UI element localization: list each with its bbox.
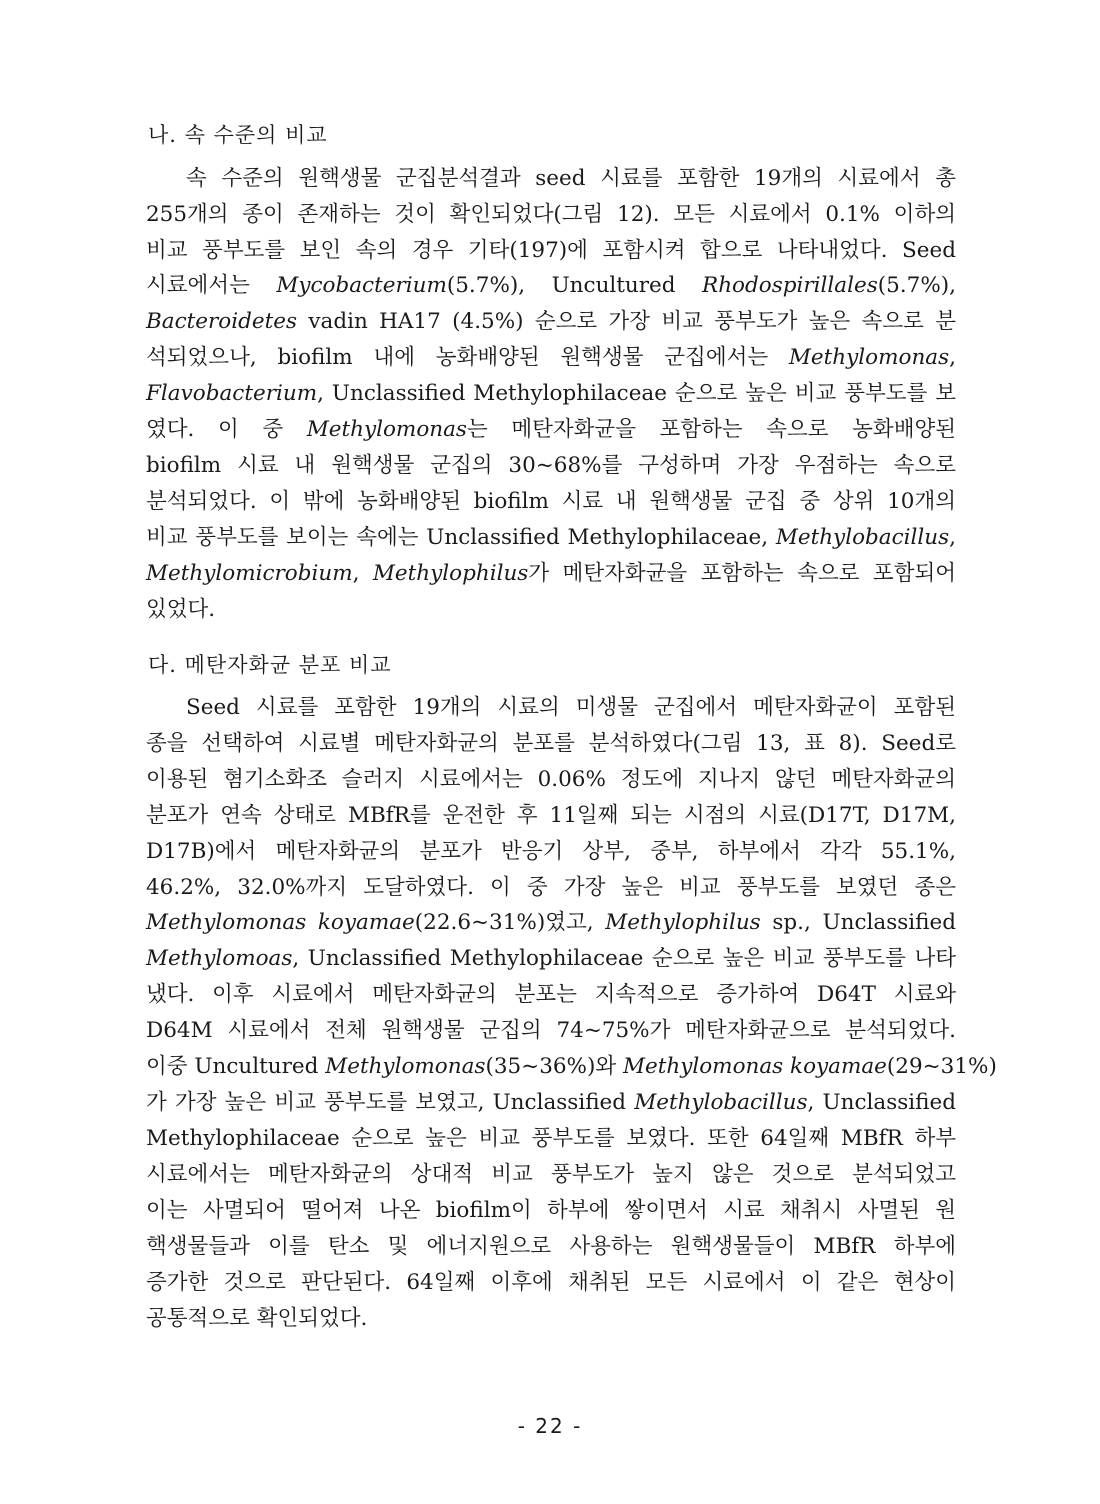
text-run: (5.7%), (446, 273, 526, 298)
paragraph-line: 시료에서는 메탄자화균의 상대적 비교 풍부도가 높지 않은 것으로 분석되었고 (146, 1162, 956, 1187)
paragraph-line: 냈다. 이후 시료에서 메탄자화균의 분포는 지속적으로 증가하여 D64T 시료와 (146, 982, 956, 1007)
paragraph-line: 공통적으로 확인되었다. (146, 1306, 368, 1331)
genus-name: Methylobacillus (634, 1090, 808, 1115)
text-run: 가 메탄자화균을 포함하는 속으로 포함되어 (528, 561, 956, 586)
paragraph-line: 분포가 연속 상태로 MBfR를 운전한 후 11일째 되는 시점의 시료(D17T, D17M, (146, 803, 956, 828)
paragraph-line: Seed 시료를 포함한 19개의 시료의 미생물 군집에서 메탄자화균이 포함된 (186, 695, 956, 720)
text-run: 시료에서는 (146, 273, 250, 298)
paragraph-line: 종을 선택하여 시료별 메탄자화균의 분포를 분석하였다(그림 13, 표 8). Seed로 (146, 731, 956, 756)
section-heading-methanotroph: 다. 메탄자화균 분포 비교 (148, 653, 392, 677)
text-run: , Unclassified (807, 1090, 956, 1115)
paragraph-line (146, 416, 956, 444)
paragraph-line: D64M 시료에서 전체 원핵생물 군집의 74~75%가 메탄자화균으로 분석되었다. (146, 1018, 956, 1043)
paragraph-line: 속 수준의 원핵생물 군집분석결과 seed 시료를 포함한 19개의 시료에서 총 (186, 166, 956, 191)
paragraph-line: 증가한 것으로 판단된다. 64일째 이후에 채취된 모든 시료에서 이 같은 현상이 (146, 1270, 956, 1295)
paragraph-line: 이용된 혐기소화조 슬러지 시료에서는 0.06% 정도에 지나지 않던 메탄자화균의 (146, 767, 956, 792)
paragraph-line (146, 524, 956, 552)
text-run: (29~31%) (886, 1054, 997, 1079)
genus-name: Flavobacterium (146, 381, 318, 406)
genus-name: Methylophilus (372, 561, 529, 586)
paragraph-line: biofilm 시료 내 원핵생물 군집의 30~68%를 구성하며 가장 우점하는 속으로 (146, 453, 956, 478)
text-run: , (949, 345, 956, 370)
paragraph-line (146, 1089, 956, 1117)
species-name: Methylomonas koyamae (622, 1054, 887, 1079)
paragraph-line (146, 380, 956, 408)
text-run: 였다. 이 중 (146, 417, 307, 442)
text-run: sp., Unclassified (760, 910, 956, 935)
paragraph-line: 46.2%, 32.0%까지 도달하였다. 이 중 가장 높은 비교 풍부도를 보였던 종은 (146, 875, 956, 900)
genus-name: Methylophilus (605, 910, 761, 935)
page-number: - 22 - (517, 1414, 583, 1438)
section-heading-genus: 나. 속 수준의 비교 (148, 123, 328, 147)
text-run: 는 메탄자화균을 포함하는 속으로 농화배양된 (466, 417, 956, 442)
genus-name: Methylomonas (306, 417, 467, 442)
paragraph-line (146, 909, 956, 937)
genus-name: Methylobacillus (775, 525, 950, 550)
text-run: (35~36%)와 (485, 1054, 623, 1079)
paragraph-line: Methylophilaceae 순으로 높은 비교 풍부도를 보였다. 또한 64일째 MBfR 하부 (146, 1126, 956, 1151)
paragraph-line: 비교 풍부도를 보인 속의 경우 기타(197)에 포함시켜 합으로 나타내었다. Seed (146, 238, 956, 263)
paragraph-line (146, 344, 956, 372)
genus-name: Rhodospirillales (702, 273, 878, 298)
paragraph-line (146, 1053, 997, 1081)
paragraph-line: 이는 사멸되어 떨어져 나온 biofilm이 하부에 쌓이면서 시료 채취시 사멸된 원 (146, 1198, 956, 1223)
text-run (276, 272, 525, 300)
text-run: 석되었으나, biofilm 내에 농화배양된 원핵생물 군집에서는 (146, 345, 789, 370)
paragraph-line (146, 272, 956, 300)
text-run: vadin HA17 (4.5%) 순으로 가장 비교 풍부도가 높은 속으로 분 (297, 309, 956, 334)
text-run: , (352, 561, 373, 586)
genus-name: Mycobacterium (276, 273, 447, 298)
text-run: 비교 풍부도를 보이는 속에는 Unclassified Methylophilaceae, (146, 525, 776, 550)
text-run: , Unclassified Methylophilaceae 순으로 높은 비교 풍부도를 보 (317, 381, 956, 406)
genus-name: Methylomonas (788, 345, 950, 370)
text-run (702, 272, 956, 300)
text-run: (22.6~31%)였고, (414, 910, 606, 935)
paragraph-line (146, 308, 956, 336)
paragraph-line (146, 945, 956, 973)
paragraph-line: D17B)에서 메탄자화균의 분포가 반응기 상부, 중부, 하부에서 각각 55.1%, (146, 839, 956, 864)
paragraph-line: 핵생물들과 이를 탄소 및 에너지원으로 사용하는 원핵생물들이 MBfR 하부에 (146, 1234, 956, 1259)
text-run: Uncultured (551, 273, 676, 298)
paragraph-line: 255개의 종이 존재하는 것이 확인되었다(그림 12). 모든 시료에서 0.1% 이하의 (146, 202, 956, 227)
paragraph-line: 있었다. (146, 597, 216, 622)
paragraph-line (146, 560, 956, 588)
genus-name: Methylomonas (325, 1054, 486, 1079)
text-run: (5.7%), (877, 273, 956, 298)
genus-name: Bacteroidetes (146, 309, 298, 334)
text-run: , (949, 525, 956, 550)
text-run: 가 가장 높은 비교 풍부도를 보였고, Unclassified (146, 1090, 635, 1115)
genus-name: Methylomoas (146, 946, 293, 971)
text-run: , Unclassified Methylophilaceae 순으로 높은 비교 풍부도를 나타 (292, 946, 956, 971)
paragraph-line: 분석되었다. 이 밖에 농화배양된 biofilm 시료 내 원핵생물 군집 중 상위 10개의 (146, 489, 956, 514)
genus-name: Methylomicrobium (146, 561, 353, 586)
text-run: 이중 Uncultured (146, 1054, 326, 1079)
species-name: Methylomonas koyamae (146, 910, 415, 935)
